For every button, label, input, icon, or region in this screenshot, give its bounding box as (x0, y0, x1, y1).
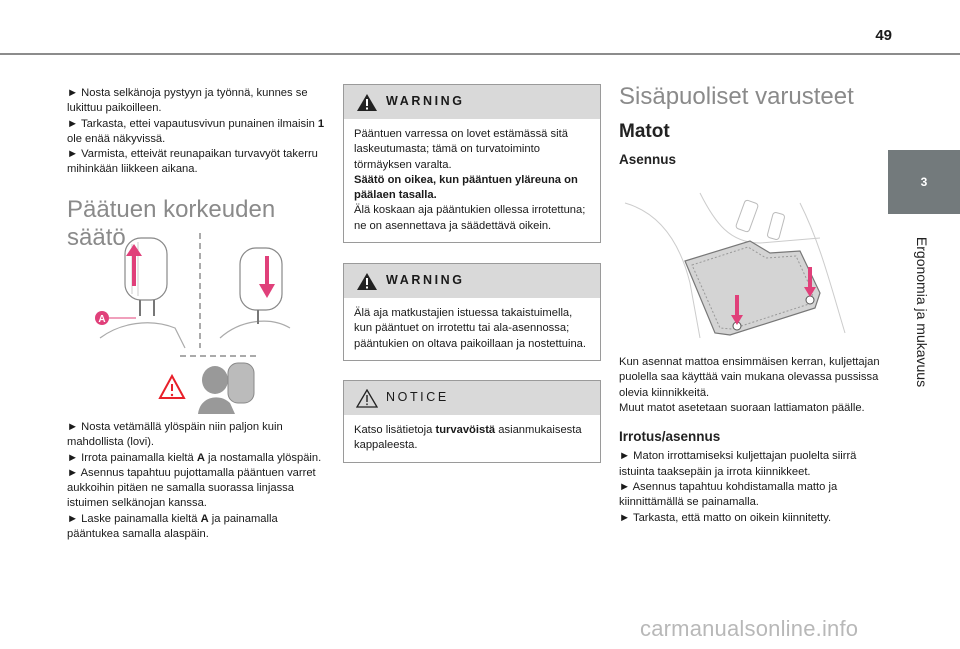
mat-clip-2 (806, 296, 814, 304)
headrest-steps (67, 420, 333, 542)
notice-box (343, 380, 601, 463)
headrest-step-1: ► Nosta vetämällä ylöspäin niin paljon kuin mahdollista (lovi). (67, 421, 283, 449)
header-rule (0, 53, 960, 55)
warning-box-2 (343, 263, 601, 361)
notice-icon (356, 389, 378, 408)
page-number: 49 (875, 27, 892, 44)
heading-mats: Matot (619, 121, 670, 142)
section-title-interior: Sisäpuoliset varusteet (619, 83, 854, 110)
floor-mat (685, 241, 820, 335)
headrest-step-2: ► Irrota painamalla kieltä A ja nostamalla ylöspäin. (67, 451, 322, 464)
intro-step-1: ► Nosta selkänoja pystyyn ja työnnä, kunnes se lukittuu paikoilleen. (67, 87, 308, 115)
column-1 (67, 86, 333, 252)
warning-title: WARNING (386, 94, 465, 109)
intro-step-2: ► Tarkasta, ettei vapautusvivun punainen ilmaisin 1 ole enää näkyvissä. (67, 117, 325, 145)
warning-title: WARNING (386, 273, 465, 288)
subheading-installation: Asennus (619, 152, 677, 168)
installation-paragraph: Kun asennat mattoa ensimmäisen kerran, kuljettajan puolella saa käyttää vain mukana olevassa pussissa olevia kiinnikkeitä. Muut matot asetetaan suoraan lattiamaton päälle. (619, 356, 880, 414)
headrest-illustration (90, 228, 310, 418)
warning-box-1-header (344, 85, 600, 119)
headrest-step-4: ► Laske painamalla kieltä A ja painamalla pääntukea samalla alaspäin. (67, 512, 278, 541)
warning-box-2-header (344, 264, 600, 298)
floor-mat-illustration (620, 183, 850, 343)
intro-step-3: ► Varmista, etteivät reunapaikan turvavyöt takerru mihinkään liikkeen aikana. (67, 148, 318, 176)
removal-step-2: ► Asennus tapahtuu kohdistamalla matto ja kiinnittämällä se painamalla. (619, 481, 838, 509)
headrest-low (228, 363, 254, 403)
removal-step-1: ► Maton irrottamiseksi kuljettajan puolelta siirrä istuinta taaksepäin ja irrota kiinnikkeet. (619, 450, 857, 478)
headrest-step-3: ► Asennus tapahtuu pujottamalla pääntuen varret aukkoihin pitäen ne samalla suorassa linjassa istuimen selkänojan kanssa. (67, 466, 316, 510)
notice-title: NOTICE (386, 390, 449, 405)
removal-step-3: ► Tarkasta, että matto on oikein kiinnitetty. (619, 511, 832, 524)
warning-1-text-1: Pääntuen varressa on lovet estämässä sitä laskeutumasta; tämä on turvatoiminto törmäyksen varalta. (354, 128, 568, 171)
section-title-headrest: Päätuen korkeuden säätö (67, 195, 276, 251)
warning-2-text: Älä aja matkustajien istuessa takaistuimella, kun pääntuet on irrotettu tai ala-asennossa; pääntukien on oltava paikoillaan ja nostettuina. (354, 307, 586, 350)
subheading-removal: Irrotus/asennus (619, 429, 721, 445)
chapter-label (912, 222, 932, 402)
warning-box-1 (343, 84, 601, 243)
seat-left (100, 323, 185, 348)
headrest-left (125, 238, 167, 300)
warning-1-text-bold: Säätö on oikea, kun pääntuen yläreuna on päälaen tasalla. (354, 173, 578, 202)
installation-text (619, 355, 884, 526)
notice-text: Katso lisätietoja turvavöistä asianmukaisesta kappaleesta. (354, 424, 582, 452)
headrest-right (240, 248, 282, 310)
chapter-number: 3 (920, 175, 928, 189)
warning-icon (356, 272, 378, 291)
warning-icon (356, 93, 378, 112)
watermark: carmanualsonline.info (640, 616, 859, 641)
notice-box-header (344, 381, 600, 415)
chapter-tab[interactable] (888, 150, 960, 214)
warning-1-text-2: Älä koskaan aja pääntukien ollessa irrotettuna; ne on asennettava ja säädettävä oikein. (354, 204, 586, 232)
label-a: A (98, 314, 106, 325)
person-head (202, 366, 228, 394)
column-3 (619, 83, 884, 168)
chapter-label-text: Ergonomia ja mukavuus (914, 236, 930, 388)
